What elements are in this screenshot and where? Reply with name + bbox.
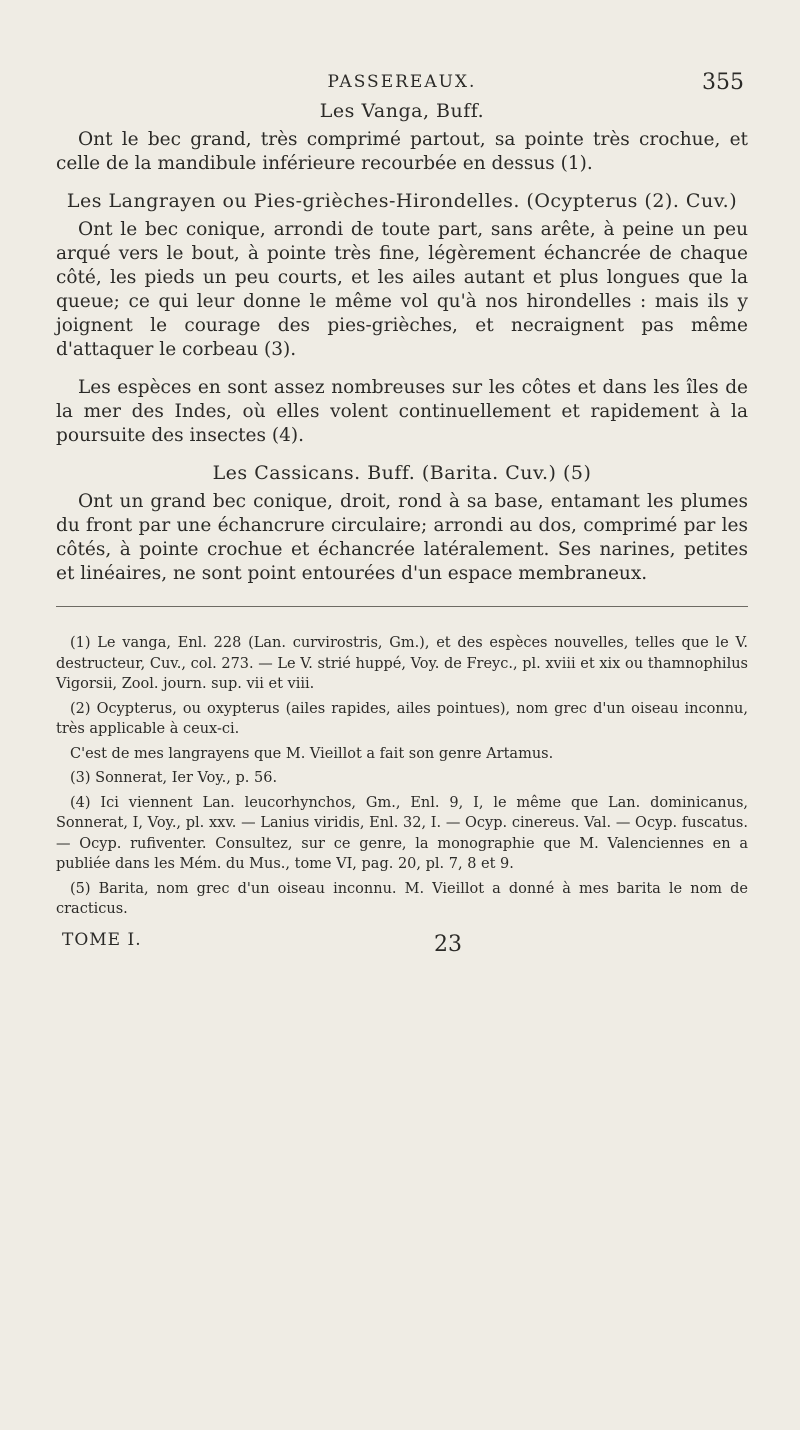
signature-mark: 23 — [434, 931, 462, 957]
page-header — [56, 60, 748, 96]
page-footer — [56, 924, 748, 964]
paragraph: Ont un grand bec conique, droit, rond à sa base, entamant les plumes du front par une échancrure circulaire; arrondi au dos, comprimé par les côtés, à pointe crochue et échancrée latéralement. Ses narines, petites et linéaires, ne sont point entourées d'un espace membraneux. — [56, 491, 748, 584]
footnote: (2) Ocypterus, ou oxypterus (ailes rapides, ailes pointues), nom grec d'un oiseau inconnu, très applicable à ceux-ci. — [56, 700, 748, 737]
paragraph: Les espèces en sont assez nombreuses sur les côtes et dans les îles de la mer des Indes, où elles volent continuellement et rapidement à la poursuite des insectes (4). — [56, 377, 748, 446]
paragraph: Ont le bec grand, très comprimé partout, sa pointe très crochue, et celle de la mandibule inférieure recourbée en dessus (1). — [56, 129, 748, 174]
section-cassicans — [56, 462, 748, 586]
section-heading: Les Cassicans. Buff. (Barita. Cuv.) (5) — [212, 462, 592, 484]
section-langrayen — [56, 190, 748, 448]
footnote: (3) Sonnerat, Ier Voy., p. 56. — [70, 770, 278, 786]
running-head: PASSEREAUX. — [327, 72, 477, 92]
footnote: (5) Barita, nom grec d'un oiseau inconnu. M. Vieillot a donné à mes barita le nom de cracticus. — [56, 880, 748, 917]
page-number: 355 — [702, 70, 744, 95]
section-vanga — [56, 100, 748, 176]
footnote: (1) Le vanga, Enl. 228 (Lan. curvirostris, Gm.), et des espèces nouvelles, telles que le V. destructeur, Cuv., col. 273. — Le V. strié huppé, Voy. de Freyc., pl. xviii et xix ou thamnophilus Vigorsii, Zool. journ. sup. vii et viii. — [56, 635, 748, 692]
footnote: (4) Ici viennent Lan. leucorhynchos, Gm., Enl. 9, I, le même que Lan. dominicanus, Sonnerat, I, Voy., pl. xxv. — Lanius viridis, Enl. 32, I. — Ocyp. cinereus. Val. — Ocyp. fuscatus. — Ocyp. rufiventer. Consultez, sur ce genre, la monographie que M. Valenciennes en a publiée dans les Mém. du Mus., tome VI, pag. 20, pl. 7, 8 et 9. — [56, 794, 748, 872]
footnote: C'est de mes langrayens que M. Vieillot a fait son genre Artamus. — [70, 745, 554, 762]
paragraph: Ont le bec conique, arrondi de toute part, sans arête, à peine un peu arqué vers le bout, à pointe très fine, légèrement échancrée de chaque côté, les pieds un peu courts, et les ailes autant et plus longues que la queue; ce qui leur donne le même vol qu'à nos hirondelles : mais ils y joignent le courage des pies-grièches, et necraignent pas même d'attaquer le corbeau (3). — [56, 219, 748, 360]
section-heading: Les Langrayen ou Pies-grièches-Hirondelles. (Ocypterus (2). Cuv.) — [66, 190, 738, 212]
section-heading: Les Vanga, Buff. — [319, 100, 485, 122]
footnote-divider — [56, 606, 748, 607]
footnotes — [56, 633, 748, 920]
volume-label: TOME I. — [62, 929, 142, 950]
